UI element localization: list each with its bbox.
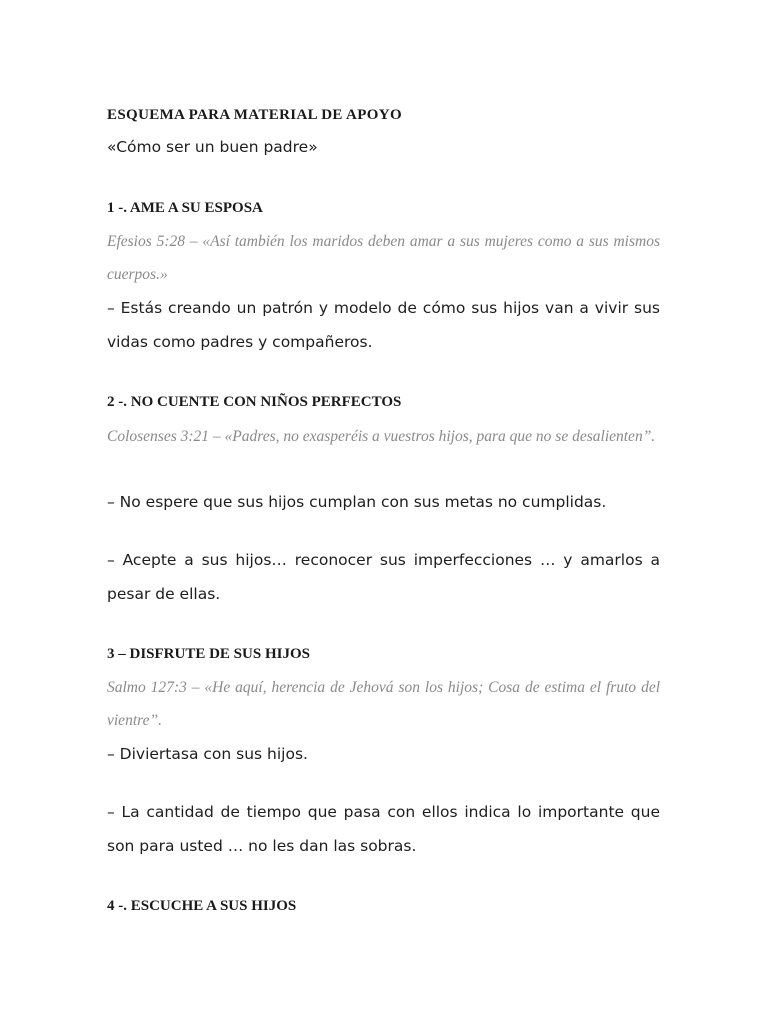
section-1-paragraph-1: – Estás creando un patrón y modelo de cómo sus hijos van a vivir sus vidas como padres y compañeros. [107, 299, 660, 351]
section-2-paragraph-2: – Acepte a sus hijos… reconocer sus imperfecciones … y amarlos a pesar de ellas. [107, 551, 660, 603]
section-1-verse: Efesios 5:28 – «Así también los maridos deben amar a sus mujeres como a sus mismos cuerpos.» [107, 233, 660, 283]
section-2-heading: 2 -. NO CUENTE CON NIÑOS PERFECTOS [107, 394, 402, 410]
section-4-heading: 4 -. ESCUCHE A SUS HIJOS [107, 898, 297, 914]
document-subtitle: «Cómo ser un buen padre» [107, 138, 318, 156]
section-3-paragraph-1: – Diviertasa con sus hijos. [107, 745, 308, 763]
section-1-heading: 1 -. AME A SU ESPOSA [107, 200, 263, 216]
section-3-paragraph-2: – La cantidad de tiempo que pasa con ellos indica lo importante que son para usted … no les dan las sobras. [107, 803, 660, 855]
document-title: ESQUEMA PARA MATERIAL DE APOYO [107, 107, 402, 123]
section-3-verse: Salmo 127:3 – «He aquí, herencia de Jehová son los hijos; Cosa de estima el fruto del vientre”. [107, 679, 660, 729]
section-2-paragraph-1: – No espere que sus hijos cumplan con sus metas no cumplidas. [107, 493, 607, 511]
section-2-verse: Colosenses 3:21 – «Padres, no exasperéis a vuestros hijos, para que no se desalienten”. [107, 428, 656, 445]
section-3-heading: 3 – DISFRUTE DE SUS HIJOS [107, 646, 310, 662]
